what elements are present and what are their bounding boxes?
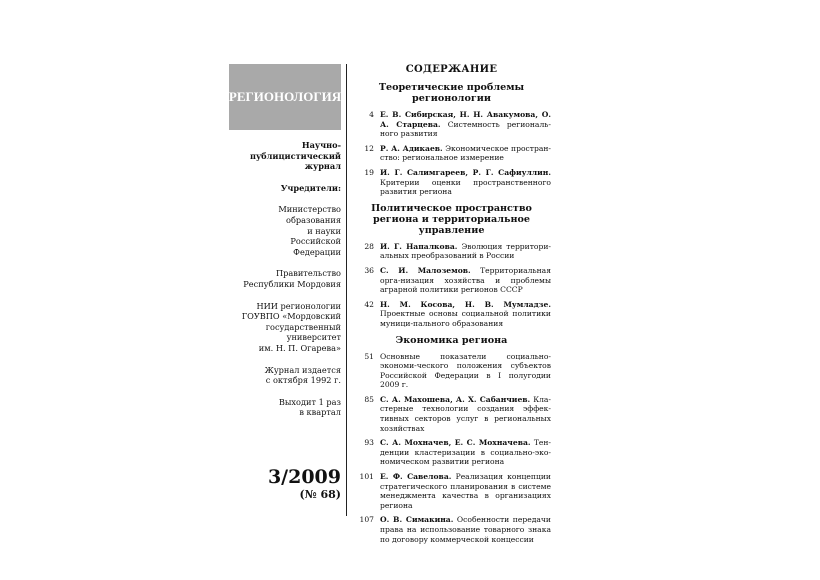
founder-line: университет bbox=[286, 332, 341, 343]
toc-entry-text bbox=[380, 242, 551, 261]
toc-entry-page: 107 bbox=[359, 515, 374, 525]
issue-block bbox=[232, 466, 341, 502]
founder-line: образования bbox=[286, 214, 341, 225]
table-of-contents bbox=[352, 64, 551, 549]
toc-entry[interactable] bbox=[352, 144, 551, 163]
toc-section-title: Экономика региона bbox=[395, 334, 508, 346]
toc-entry-authors: Е. В. Сибирская, Н. Н. Авакумова, О. А. Старцева. bbox=[380, 110, 551, 129]
toc-entry-authors: И. Г. Салимгареев, Р. Г. Сафиуллин. bbox=[380, 167, 551, 177]
toc-entry[interactable] bbox=[352, 438, 551, 467]
toc-entry-text bbox=[380, 438, 551, 467]
toc-entry-text bbox=[380, 110, 551, 139]
column-divider bbox=[346, 64, 347, 516]
toc-entry[interactable] bbox=[352, 515, 551, 544]
toc-entry[interactable] bbox=[352, 266, 551, 295]
toc-entry-title: Кла-стерные технологии создания эффек-тивных секторов услуг в региональных хозяйствах bbox=[380, 394, 551, 433]
publication-frequency bbox=[232, 397, 341, 418]
toc-entry-authors: Н. М. Косова, Н. В. Мумладзе. bbox=[380, 299, 551, 309]
toc-entry-page: 85 bbox=[364, 394, 374, 404]
toc-entry-title: Основные показатели социально-экономи-ческого положения субъектов Российской Федерации в I полугодии 2009 г. bbox=[380, 351, 551, 390]
journal-title-box bbox=[229, 64, 341, 130]
founder-group bbox=[232, 268, 341, 289]
toc-entry[interactable] bbox=[352, 472, 551, 510]
toc-entry-page: 36 bbox=[364, 265, 374, 275]
toc-entry[interactable] bbox=[352, 395, 551, 433]
founder-group bbox=[232, 301, 341, 354]
toc-entry-page: 28 bbox=[364, 241, 374, 251]
toc-entry-authors: Р. А. Адикаев. bbox=[380, 143, 443, 153]
frequency-line: Выходит 1 раз bbox=[278, 396, 341, 407]
toc-entry-authors: С. А. Махошева, А. Х. Сабанчиев. bbox=[380, 394, 531, 404]
toc-entry-page: 51 bbox=[364, 351, 374, 361]
toc-entry-authors: С. А. Мохначев, Е. С. Мохначева. bbox=[380, 438, 531, 448]
journal-title: РЕГИОНОЛОГИЯ bbox=[228, 89, 342, 104]
founder-line: ГОУВПО «Мордовский bbox=[241, 311, 341, 322]
toc-entry-title: Эволюция территори-альных преобразований в России bbox=[380, 241, 551, 261]
journal-type-line: журнал bbox=[304, 161, 341, 172]
founder-group bbox=[232, 204, 341, 257]
journal-type bbox=[232, 140, 341, 172]
toc-entry-title: Экономическое простран-ство: региональное измерение bbox=[380, 143, 551, 163]
toc-entry-page: 42 bbox=[364, 299, 374, 309]
founder-line: НИИ регионологии bbox=[256, 300, 341, 311]
toc-entry[interactable] bbox=[352, 110, 551, 139]
founders-label: Учредители: bbox=[280, 182, 341, 193]
issue-number: 3/2009 bbox=[267, 466, 341, 488]
toc-entry-page: 19 bbox=[364, 167, 374, 177]
journal-type-line: публицистический bbox=[249, 150, 341, 161]
toc-entry-authors: О. В. Симакина. bbox=[380, 515, 454, 525]
founder-line: Федерации bbox=[293, 246, 341, 257]
toc-entry-authors: С. И. Малоземов. bbox=[380, 265, 471, 275]
founder-line: им. Н. П. Огарева» bbox=[258, 342, 341, 353]
toc-entry-text bbox=[380, 266, 551, 295]
toc-entry-page: 93 bbox=[364, 438, 374, 448]
frequency-line: в квартал bbox=[299, 407, 341, 418]
toc-entry-title: Системность региональ-ного развития bbox=[380, 119, 551, 139]
toc-entry-title: Проектные основы социальной политики муници-пального образования bbox=[380, 309, 551, 328]
toc-entry-authors: И. Г. Напалкова. bbox=[380, 241, 458, 251]
since-line: с октября 1992 г. bbox=[265, 375, 341, 386]
since-line: Журнал издается bbox=[264, 364, 341, 375]
journal-type-line: Научно- bbox=[301, 140, 341, 150]
publication-since bbox=[232, 365, 341, 386]
toc-entry-text bbox=[380, 472, 551, 510]
founder-line: Российской bbox=[290, 236, 341, 247]
toc-entry-text bbox=[380, 515, 551, 544]
toc-entry-text bbox=[380, 352, 551, 390]
founder-line: государственный bbox=[265, 321, 341, 332]
toc-section-title: Политическое пространство региона и территориальное управление bbox=[371, 202, 532, 236]
toc-entry[interactable] bbox=[352, 242, 551, 261]
toc-entry-text bbox=[380, 144, 551, 163]
founder-line: Правительство bbox=[275, 268, 341, 279]
toc-section-title: Теоретические проблемы регионологии bbox=[378, 82, 525, 104]
toc-entry-title: Территориальная орга-низация хозяйства и проблемы аграрной политики регионов СССР bbox=[380, 265, 551, 295]
journal-info-sidebar bbox=[232, 140, 341, 429]
toc-entry-title: Критерии оценки пространственного развития региона bbox=[380, 177, 551, 197]
issue-total-number: (№ 68) bbox=[299, 488, 341, 501]
toc-entry[interactable] bbox=[352, 300, 551, 329]
founder-line: и науки bbox=[307, 225, 341, 236]
toc-entry-text bbox=[380, 300, 551, 329]
toc-entry-title: Тен-денции кластеризации в социально-эко-номическом развитии региона bbox=[380, 438, 551, 467]
founder-line: Республики Мордовия bbox=[243, 278, 341, 289]
toc-entry-page: 12 bbox=[364, 143, 374, 153]
toc-entry[interactable] bbox=[352, 168, 551, 197]
toc-entry-text bbox=[380, 395, 551, 433]
toc-entry[interactable] bbox=[352, 352, 551, 390]
toc-entry-title: Особенности передачи права на использование товарного знака по договору коммерческой концессии bbox=[380, 515, 551, 544]
toc-entry-page: 4 bbox=[369, 110, 374, 119]
toc-entry-page: 101 bbox=[359, 472, 374, 482]
toc-entry-text bbox=[380, 168, 551, 197]
toc-entry-authors: Е. Ф. Савелова. bbox=[380, 472, 452, 482]
toc-entry-title: Реализация концепции стратегического планирования в системе менеджмента качества в организациях региона bbox=[380, 472, 551, 510]
toc-heading: СОДЕРЖАНИЕ bbox=[405, 64, 498, 75]
founder-line: Министерство bbox=[278, 204, 341, 215]
